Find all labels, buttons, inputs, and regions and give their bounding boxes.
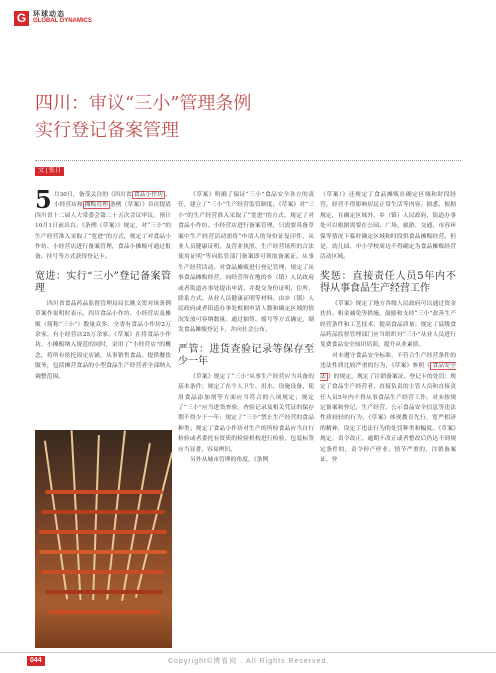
drop-cap: 5 [35, 185, 52, 214]
highlight-term: 食品小作坊 [133, 192, 164, 198]
highlight-term: 食品安全法 [320, 363, 456, 380]
body-paragraph: 《草案》明确了保证“三小”食品安全各方的责任，建立了“三小”生产经营监管制度。《草案》对“三小”的生产经营准入采取了“宽进”的方式，规定了对食品小作坊、小经营店进行备案管理，只需要具备草案中生产经营活动需将“申请人的身份证复印件、从业人员健康证明，及营业执照、生产经营场所的合法使用证明”等向监管部门备案即可领取备案证。从事生产经营活动。对食品摊贩进行登记管理，规定了从事食品摊贩经营，向经营所在地的乡（镇）人民政府或者街道办事处提出申请，并提交身份证明、住所、联系方式、从业人员健康证明等材料。由乡（镇）人民政府或者街道办事处根据申请人数和确定区域的情况发放可容纳数量。通过抽签、摇号等方式确定，制发食品摊贩登记卡，并向社会公布。 [178, 192, 314, 334]
byline: 文 | 张日 [35, 167, 64, 176]
column-3 [320, 190, 456, 465]
page-number: 044 [27, 656, 45, 666]
title-line2: 实行登记备案管理 [35, 120, 179, 141]
body-paragraph: 另外从城市管理的角度，《条例 [190, 456, 269, 463]
subheading-1: 宽进：实行“三小”登记备案管理 [35, 270, 171, 294]
body-paragraph: 《草案》规定了“三小”从事生产经营应当具备的基本条件；规定了在个人卫生、用水、设施设备、使用食品添加剂等方面应当符合的八项规定；规定了“三小”应当进货查验，查验记录及相关凭证的保存期不得少于一年；规定了“三小”禁止生产经营的食品种类；规定了食品小作坊对生产的所检食品应当自行检验或者委托有资质的检验机构进行检验，包装标签应当显著、容易辨识。 [178, 373, 314, 453]
title-location: 四川： [35, 93, 89, 114]
column-1 [35, 185, 171, 382]
section-title-cn: 环球动态 [33, 11, 65, 18]
footer-rule [0, 652, 496, 653]
skewer-food-photo [35, 430, 172, 648]
copyright-notice: Copyright©博看网 . All Rights Reserved. [168, 658, 330, 665]
column-2 [178, 190, 314, 465]
highlight-term: 摊贩管理 [84, 202, 108, 209]
body-paragraph: 四川省食品药品监督管理局局长姚文贺对该条例草案作说明时表示，四川食品小作坊、小经营店及摊贩（简称“三小”）数量众多，全省有食品小作坊2万余家，有小经营店25万余家。《草案》在将食品小作坊、小摊贩纳入规范的同时，采用了“小经营店”的概念，将所有依托固定店铺，从事销售食品、提供餐饮服务，包括摊营食品的小型食品生产经营者全部纳入调整范围。 [35, 300, 171, 380]
magazine-logo-icon: G [14, 11, 29, 26]
body-paragraph: （草案）》还规定了食品摊贩在确定区域和时段经营。经营不得影响居民正常生活等内容。据悉，根据规定，在确定区域外，乡（镇）人民政府、街道办事处可以根据需要在公园、广场、旅游、交通、市容环保等情况下临时确定区域和时段供食品摊贩经营。但是，幼儿园、中小学校周边不得确定为食品摊贩经营活动区域。 [320, 192, 456, 261]
title-divider [35, 160, 461, 161]
body-paragraph: 《草案》规定了地方各级人民政府可以通过资金扶持、租金减免等措施，鼓励和支持“三小”改善生产经营条件和工艺技术，提高食品质量；规定了县级食品药品监督管理部门应当组织对“三小”从业人员进行免费食品安全知识培训，提升从业素质。 [320, 300, 456, 349]
subheading-3: 奖惩：直接责任人员5年内不得从事食品生产经营工作 [320, 270, 456, 294]
article-title [35, 90, 375, 144]
subheading-2: 严管：进货查验记录等保存至少一年 [178, 343, 314, 367]
intro-paragraph: 5 月30日，备受关注的《四川省 食品小作坊 、小经营店和 摊贩管理 条例（草案）》首次提请四川省十二届人大常委会第二十五次会议审议。预计10月1日前出台。《条例（草案）》规定，对“三小”的生产经营准入采取了“宽进”的方式，规定了对食品小作坊、小经营店进行备案管理，食品小摊贩可通过报备、挂号等方式获得登记卡。 [35, 185, 171, 261]
section-title-en: GLOBAL DYNAMICS [33, 18, 92, 24]
body-paragraph: 对未遵守食品安全标准，不符合生产经营条件的违法性质比较严重的行为，《草案》参照《 食品安全法 》的规定，规定了注销备案证、登记卡的处罚；规定了食品生产经营者、直接负责的主管人员和直接责任人员5年内不得从事食品生产经营工作。对未按规定备案和登记、生产经营、公示食品安全信息等违法性质较轻的行为，《草案》体现教育先行，宽严相济的精神，设定了违法行为的处罚种类和幅度。《草案》规定，责令改正，逾期不改正或者整改后仍达不到规定条件的，责令停产停业；情节严重的，注销备案证、登 [320, 352, 456, 463]
title-line1: 审议“三小”管理条例 [89, 93, 252, 114]
